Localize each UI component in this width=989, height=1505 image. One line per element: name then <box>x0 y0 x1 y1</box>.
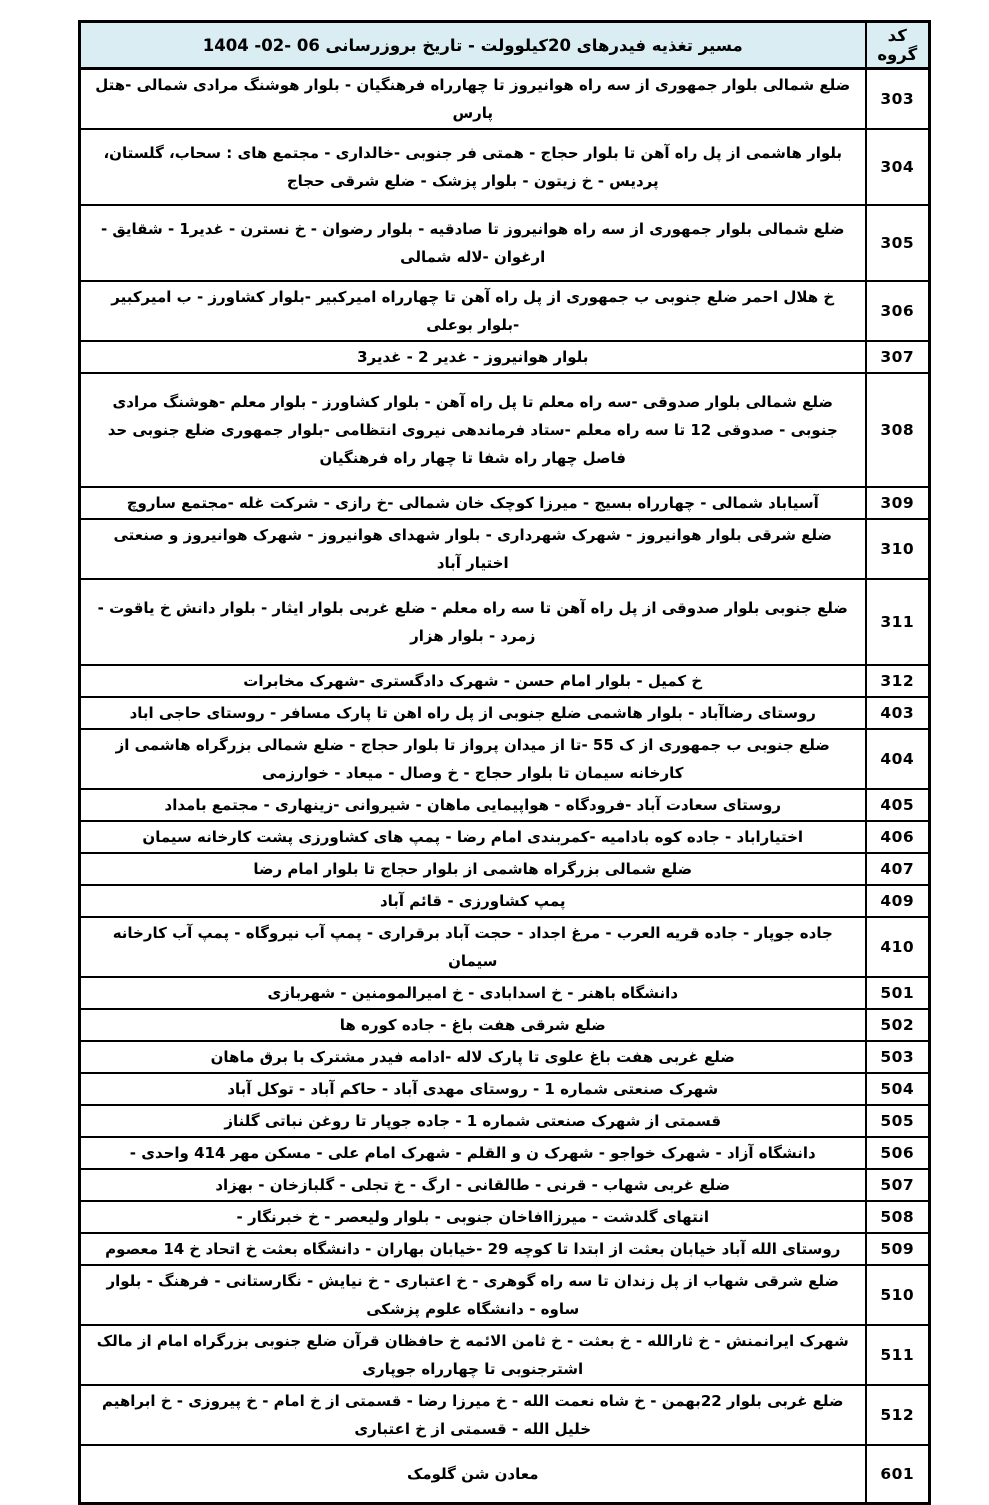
group-code-cell: 407 <box>866 853 930 885</box>
table-row <box>80 697 930 729</box>
table-row <box>80 789 930 821</box>
table-row <box>80 885 930 917</box>
route-cell: جاده جوپار - جاده قریه العرب - مرغ اجداد - حجت آباد برقراری - پمپ آب نیروگاه - پمپ آب کارخانه سیمان <box>80 917 866 977</box>
group-code-cell: 311 <box>866 579 930 665</box>
route-cell: دانشگاه آزاد - شهرک خواجو - شهرک ن و القلم - شهرک امام علی - مسکن مهر 414 واحدی - <box>80 1137 866 1169</box>
route-cell: خ هلال احمر ضلع جنوبی ب جمهوری از پل راه آهن تا چهارراه امیرکبیر -بلوار کشاورز - ب امیرکبیر -بلوار بوعلی <box>80 281 866 341</box>
group-code-cell: 410 <box>866 917 930 977</box>
group-code-cell: 304 <box>866 129 930 205</box>
table-row <box>80 1233 930 1265</box>
group-code-cell: 508 <box>866 1201 930 1233</box>
route-cell: ضلع شرقی شهاب از پل زندان تا سه راه گوهری - خ اعتباری - خ نیایش - نگارستانی - فرهنگ - بلوار ساوه - دانشگاه علوم پزشکی <box>80 1265 866 1325</box>
table-row <box>80 129 930 205</box>
table-row <box>80 205 930 281</box>
group-code-cell: 404 <box>866 729 930 789</box>
table-row <box>80 1385 930 1445</box>
table-row <box>80 341 930 373</box>
group-code-cell: 307 <box>866 341 930 373</box>
table-row <box>80 1073 930 1105</box>
route-cell: دانشگاه باهنر - خ اسدابادی - خ امیرالمومنین - شهربازی <box>80 977 866 1009</box>
table-row <box>80 579 930 665</box>
route-cell: انتهای گلدشت - میرزاافاخان جنوبی - بلوار ولیعصر - خ خبرنگار - <box>80 1201 866 1233</box>
group-code-cell: 506 <box>866 1137 930 1169</box>
table-row <box>80 1105 930 1137</box>
group-code-cell: 503 <box>866 1041 930 1073</box>
route-cell: ضلع جنوبی بلوار صدوقی از پل راه آهن تا سه راه معلم - ضلع غربی بلوار ایثار - بلوار دانش خ یاقوت - زمرد - بلوار هزار <box>80 579 866 665</box>
route-cell: ضلع شرقی هفت باغ - جاده کوره ها <box>80 1009 866 1041</box>
group-code-cell: 310 <box>866 519 930 579</box>
route-cell: روستای رضاآباد - بلوار هاشمی ضلع جنوبی از پل راه اهن تا پارک مسافر - روستای حاجی اباد <box>80 697 866 729</box>
table-row <box>80 1265 930 1325</box>
route-cell: ضلع شمالی بلوار جمهوری از سه راه هوانیروز تا صادقیه - بلوار رضوان - خ نسترن - غدیر1 - شقایق - ارغوان -لاله شمالی <box>80 205 866 281</box>
table-row <box>80 1009 930 1041</box>
route-cell: ضلع غربی هفت باغ علوی تا پارک لاله -ادامه فیدر مشترک با برق ماهان <box>80 1041 866 1073</box>
group-code-cell: 305 <box>866 205 930 281</box>
table-row <box>80 281 930 341</box>
route-cell: بلوار هاشمی از پل راه آهن تا بلوار حجاج - همتی فر جنوبی -خالداری - مجتمع های : سحاب، گلستان، پردیس - خ زیتون - بلوار پزشک - ضلع شرقی حجاج <box>80 129 866 205</box>
table-row <box>80 917 930 977</box>
route-cell: روستای الله آباد خیابان بعثت از ابتدا تا کوچه 29 -خیابان بهاران - دانشگاه بعثت خ اتحاد خ 14 معصوم <box>80 1233 866 1265</box>
table-row <box>80 1041 930 1073</box>
group-code-cell: 504 <box>866 1073 930 1105</box>
route-cell: ضلع شمالی بلوار جمهوری از سه راه هوانیروز تا چهارراه فرهنگیان - بلوار هوشنگ مرادی شمالی -هتل پارس <box>80 69 866 130</box>
group-code-cell: 406 <box>866 821 930 853</box>
route-cell: شهرک ایرانمنش - خ ثارالله - خ بعثت - خ ثامن الائمه خ حافظان قرآن ضلع جنوبی بزرگراه امام از مالک اشترجنوبی تا چهارراه جوپاری <box>80 1325 866 1385</box>
group-code-cell: 509 <box>866 1233 930 1265</box>
table-row <box>80 1445 930 1504</box>
group-code-cell: 510 <box>866 1265 930 1325</box>
group-code-cell: 312 <box>866 665 930 697</box>
route-cell: قسمتی از شهرک صنعتی شماره 1 - جاده جوپار تا روغن نباتی گلناز <box>80 1105 866 1137</box>
group-code-cell: 512 <box>866 1385 930 1445</box>
group-code-cell: 403 <box>866 697 930 729</box>
route-cell: شهرک صنعتی شماره 1 - روستای مهدی آباد - حاکم آباد - توکل آباد <box>80 1073 866 1105</box>
group-code-column-header: کد گروه <box>866 22 930 69</box>
route-cell: ضلع غربی بلوار 22بهمن - خ شاه نعمت الله - خ میرزا رضا - قسمتی از خ امام - خ پیروزی - خ ابراهیم خلیل الله - قسمتی از خ اعتباری <box>80 1385 866 1445</box>
table-row <box>80 1137 930 1169</box>
table-row <box>80 373 930 487</box>
route-cell: بلوار هوانیروز - غدیر 2 - غدیر3 <box>80 341 866 373</box>
table-body <box>80 69 930 1504</box>
route-cell: اختیاراباد - جاده کوه بادامیه -کمربندی امام رضا - پمپ های کشاورزی پشت کارخانه سیمان <box>80 821 866 853</box>
table-row <box>80 729 930 789</box>
route-cell: آسیاباد شمالی - چهارراه بسیج - میرزا کوچک خان شمالی -خ رازی - شرکت غله -مجتمع ساروچ <box>80 487 866 519</box>
route-cell: ضلع جنوبی ب جمهوری از ک 55 -تا از میدان پرواز تا بلوار حجاج - ضلع شمالی بزرگراه هاشمی از کارخانه سیمان تا بلوار حجاج - خ وصال - میعاد - خوارزمی <box>80 729 866 789</box>
table-row <box>80 519 930 579</box>
route-cell: ضلع غربی شهاب - قرنی - طالقانی - ارگ - خ تجلی - گلبازخان - بهزاد <box>80 1169 866 1201</box>
route-cell: ضلع شمالی بلوار صدوقی -سه راه معلم تا پل راه آهن - بلوار کشاورز - بلوار معلم -هوشنگ مرادی جنوبی - صدوقی 12 تا سه راه معلم -ستاد فرماندهی نیروی انتظامی -بلوار جمهوری ضلع جنوبی حد فاصل چهار راه شفا تا چهار راه فرهنگیان <box>80 373 866 487</box>
table-header-row <box>80 22 930 69</box>
group-code-cell: 501 <box>866 977 930 1009</box>
route-cell: معادن شن گلومک <box>80 1445 866 1504</box>
group-code-cell: 309 <box>866 487 930 519</box>
group-code-cell: 308 <box>866 373 930 487</box>
group-code-cell: 511 <box>866 1325 930 1385</box>
table-row <box>80 821 930 853</box>
route-cell: روستای سعادت آباد -فرودگاه - هواپیمایی ماهان - شیروانی -زینهاری - مجتمع بامداد <box>80 789 866 821</box>
route-cell: پمپ کشاورزی - قائم آباد <box>80 885 866 917</box>
feeder-route-table <box>78 20 931 1505</box>
group-code-cell: 405 <box>866 789 930 821</box>
group-code-cell: 303 <box>866 69 930 130</box>
table-row <box>80 1201 930 1233</box>
table-row <box>80 487 930 519</box>
route-cell: خ کمیل - بلوار امام حسن - شهرک دادگستری -شهرک مخابرات <box>80 665 866 697</box>
group-code-cell: 505 <box>866 1105 930 1137</box>
group-code-cell: 409 <box>866 885 930 917</box>
table-row <box>80 977 930 1009</box>
route-cell: ضلع شمالی بزرگراه هاشمی از بلوار حجاج تا بلوار امام رضا <box>80 853 866 885</box>
table-row <box>80 1325 930 1385</box>
table-row <box>80 665 930 697</box>
group-code-cell: 502 <box>866 1009 930 1041</box>
table-row <box>80 69 930 130</box>
route-cell: ضلع شرقی بلوار هوانیروز - شهرک شهرداری - بلوار شهدای هوانیروز - شهرک هوانیروز و صنعتی اختیار آباد <box>80 519 866 579</box>
table-row <box>80 853 930 885</box>
route-column-header: مسیر تغذیه فیدرهای 20کیلوولت - تاریخ بروزرسانی 06 -02- 1404 <box>80 22 866 69</box>
group-code-cell: 507 <box>866 1169 930 1201</box>
table-row <box>80 1169 930 1201</box>
group-code-cell: 306 <box>866 281 930 341</box>
group-code-cell: 601 <box>866 1445 930 1504</box>
